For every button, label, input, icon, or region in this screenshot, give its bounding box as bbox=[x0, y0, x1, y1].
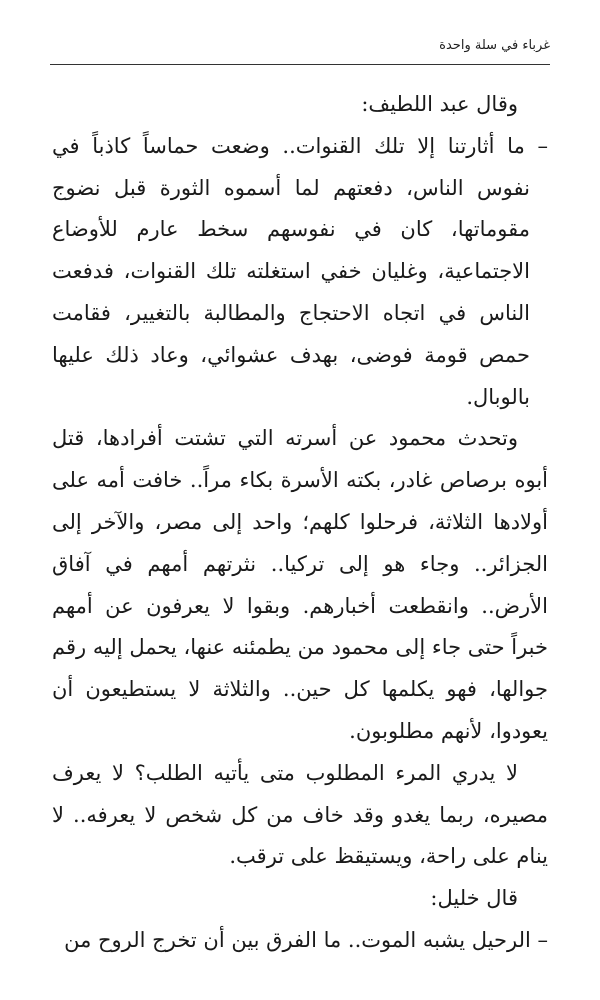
header-rule bbox=[50, 64, 550, 65]
body-text bbox=[52, 84, 548, 962]
dialogue-quote-2: – الرحيل يشبه الموت.. ما الفرق بين أن تخرج الروح من bbox=[64, 927, 548, 952]
speaker-line-khalil: قال خليل: bbox=[430, 886, 518, 911]
paragraph-wanted-person: لا يدري المرء المطلوب متى يأتيه الطلب؟ لا يعرف مصيره، ربما يغدو وقد خاف من كل شخص لا يعرفه.. لا ينام على راحة، ويستيقظ على ترقب. bbox=[52, 760, 548, 869]
paragraph-mahmoud-family: وتحدث محمود عن أسرته التي تشتت أفرادها، قتل أبوه برصاص غادر، بكته الأسرة بكاء مراً.. خافت أمه على أولادها الثلاثة، فرحلوا كلهم؛ واحد إلى مصر، والآخر إلى الجزائر.. وجاء هو إلى تركيا.. نثرتهم أمهم في آفاق الأرض.. وانقطعت أخبارهم. وبقوا لا يعرفون عن أمهم خبراً حتى جاء إلى محمود من يطمئنه عنها، يحمل إليه رقم جوالها، فهو يكلمها كل حين.. والثلاثة لا يستطيعون أن يعودوا، لأنهم مطلوبون. bbox=[52, 426, 548, 743]
dialogue-quote-1: – ما أثارتنا إلا تلك القنوات.. وضعت حماساً كاذباً في نفوس الناس، دفعتهم لما أسموه الثورة قبل نضوج مقوماتها، كان في نفوسهم سخط عارم للأوضاع الاجتماعية، وغليان خفي استغلته تلك القنوات، فدفعت الناس في اتجاه الاحتجاج والمطالبة بالتغيير، فقامت حمص قومة فوضى، بهدف عشوائي، وعاد ذلك عليها بالوبال. bbox=[52, 133, 548, 409]
running-header: غرباء في سلة واحدة bbox=[439, 38, 550, 53]
speaker-line-abdullatif: وقال عبد اللطيف: bbox=[361, 92, 518, 116]
